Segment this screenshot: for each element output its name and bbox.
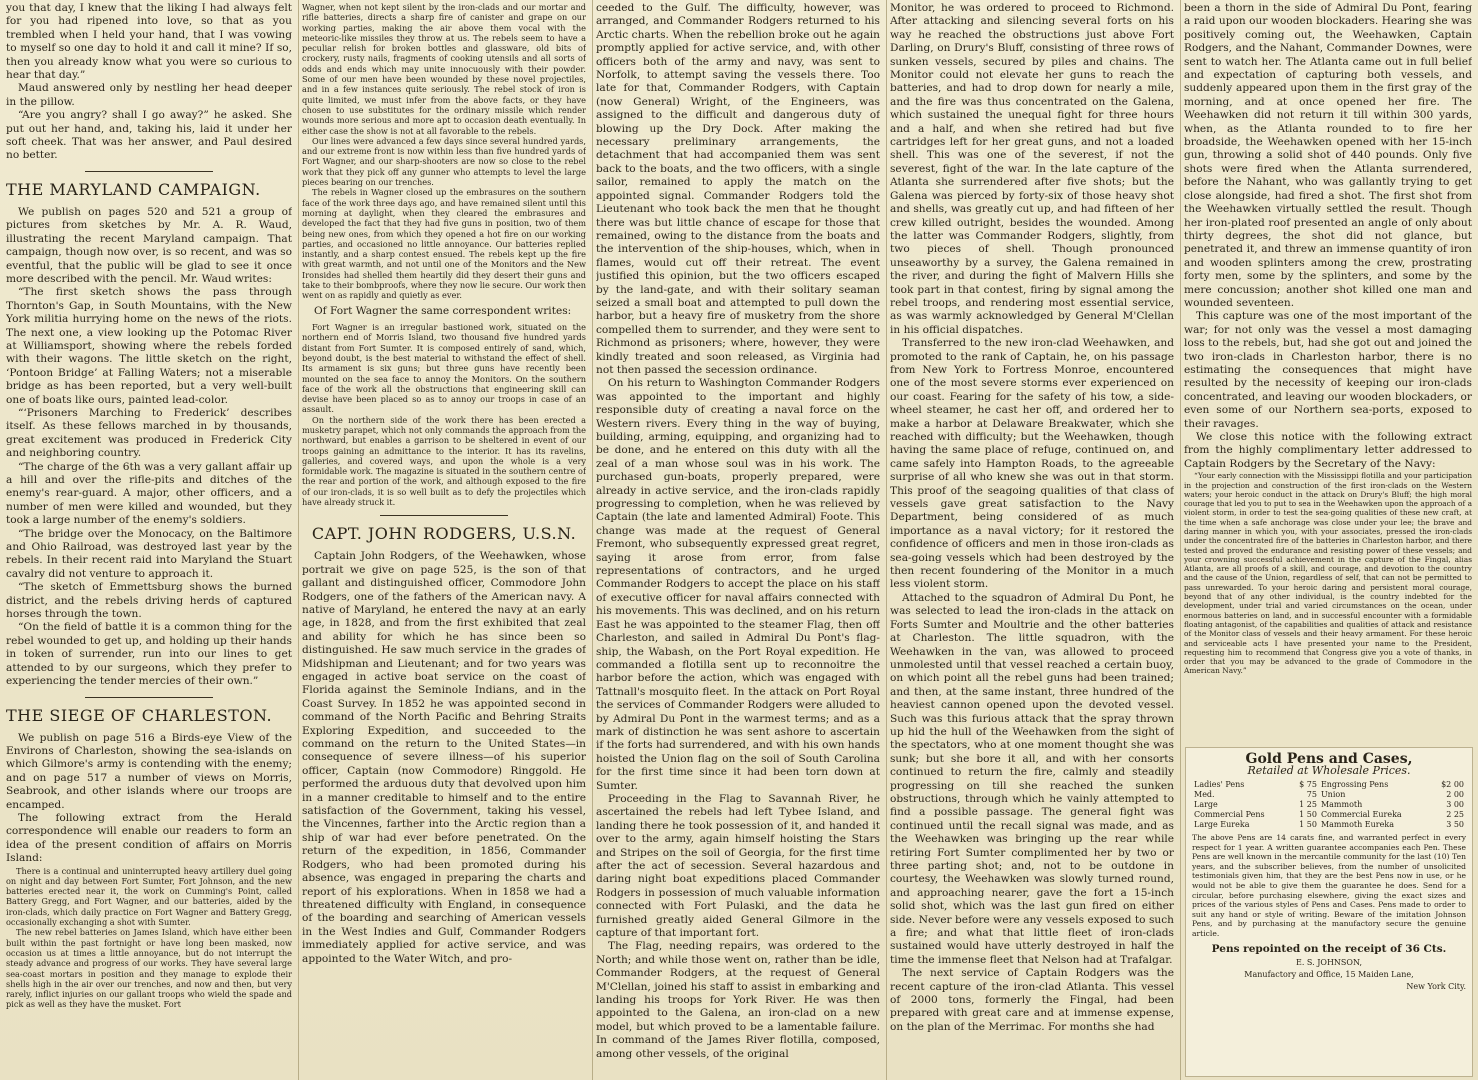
article-paragraph: This capture was one of the most important of the war; for not only was the vessel a most damaging loss to the rebels, but, had she got out and joined the two iron-clads in Charleston harbor, there is no estimating the consequences that might have resulted by the necessity of keeping our iron-clads concentrated, and leaving our wooden blockaders, or even some of our Northern sea-ports, exposed to their ravages. (1184, 310, 1472, 430)
column-divider (1180, 0, 1181, 1080)
siege-of-charleston-heading: THE SIEGE OF CHARLESTON. (6, 705, 273, 725)
column-1 (6, 2, 292, 1078)
pen-price: 2 25 (1446, 810, 1464, 819)
article-paragraph: “‘Prisoners Marching to Frederick’ describes itself. As these fellows marched in by thousands, great excitement was produced in Frederick City and neighboring country. (6, 406, 292, 460)
story-paragraph: you that day, I knew that the liking I had always felt for you had ripened into love, so that as you trembled when I held your hand, that I was vowing to myself so one day to hold it and call it mine? If so, then you already know what you were so curious to hear that day.” (6, 2, 292, 82)
price-row (1192, 800, 1466, 810)
ad-title: Gold Pens and Cases, (1245, 751, 1413, 767)
article-paragraph: We publish on pages 520 and 521 a group of pictures from sketches by Mr. A. R. Waud, illustrating the recent Maryland campaign. That campaign, though now over, is so recent, and was so eventful, that the public will be glad to see it once more described with the pencil. Mr. Waud writes: (6, 205, 292, 285)
herald-extract: There is a continual and uninterrupted heavy artillery duel going on night and day between Fort Sumter, Fort Johnson, and the new batteries erected near it, the work on Cumming's Point, called Battery Gregg, and Fort Wagner, and our batteries, aided by the iron-clads, which daily practice on Fort Wagner and Battery Gregg, occasionally exchanging a shot with Sumter. (6, 865, 292, 928)
article-paragraph: ceeded to the Gulf. The difficulty, however, was arranged, and Commander Rodgers returned to his Arctic charts. When the rebellion broke out he again promptly applied for active service, and, with other officers both of the army and navy, was sent to Norfolk, to attempt saving the vessels there. Too late for that, Commander Rodgers, with Captain (now General) Wright, of the Engineers, was assigned to the difficult and dangerous duty of blowing up the Dry Dock. After making the necessary preliminary arrangements, the detachment that had accompanied them was sent back to the boats, and the two officers, with a single sailor, remained to apply the match on the appointed signal. Commander Rodgers told the Lieutenant who took back the men that he thought there was but little chance of escape for those that remained, owing to the distance from the boats and the intervention of the ship-houses, which, when in flames, would cut off their retreat. The event justified this opinion, but the two officers escaped by the land-gate, and with their solitary seaman seized a small boat and attempted to pull down the harbor, but a heavy fire of musketry from the shore compelled them to surrender, and they were sent to Richmond as prisoners; where, however, they were kindly treated and soon released, as Virginia had not then passed the secession ordinance. (596, 2, 880, 376)
maryland-campaign-heading: THE MARYLAND CAMPAIGN. (6, 179, 261, 199)
pen-price: 3 00 (1446, 800, 1464, 809)
pen-name: Commercial Eureka (1320, 810, 1402, 819)
pen-name: Med. (1194, 790, 1215, 799)
article-paragraph: “The first sketch shows the pass through Thornton's Gap, in South Mountains, with the New York militia hurrying home on the news of the riots. The next one, a view looking up the Potomac River at Williamsport, showing where the rebels forded with their wagons. The little sketch on the right, ‘Pontoon Bridge’ at Falling Waters; not a miserable bridge as has been reported, but a very well-built one of boats like ours, painted lead-color. (6, 286, 292, 406)
price-row (1192, 810, 1466, 820)
pen-price: $2 00 (1441, 780, 1464, 789)
pen-name: Large Eureka (1194, 820, 1250, 829)
article-paragraph: The Flag, needing repairs, was ordered to the North; and while those went on, rather than be idle, Commander Rodgers, at the request of General M'Clellan, joined his staff to assist in embarking and landing his troops for York River. He was then appointed to the Galena, an iron-clad on a new model, but which proved to be a lamentable failure. In command of the James River flotilla, composed, among other vessels, of the original (596, 940, 880, 1060)
article-paragraph: The next service of Captain Rodgers was the recent capture of the iron-clad Atlanta. This vessel of 2000 tons, formerly the Fingal, had been prepared with great care and at immense expense, on the plan of the Merrimac. For months she had (890, 967, 1174, 1033)
herald-extract: The new rebel batteries on James Island, which have either been built within the past fortnight or have long been masked, now occasion us at times a little annoyance, but do not interrupt the steady advance and progress of our works. They have several large sea-coast mortars in position and they manage to explode their shells high in the air over our trenches, and now and then, but very rarely, inflict injuries on our gallant troops who wield the spade and pick as well as they have the musket. Fort (6, 927, 292, 1010)
pen-name: Commercial Pens (1194, 810, 1265, 819)
article-paragraph: We close this notice with the following extract from the highly complimentary letter addressed to Captain Rodgers by the Secretary of the Navy: (1184, 431, 1472, 470)
pen-name: Engrossing Pens (1320, 780, 1389, 789)
article-paragraph: Transferred to the new iron-clad Weehawken, and promoted to the rank of Captain, he, on his passage from New York to Fortress Monroe, encountered one of the most severe storms ever experienced on our coast. Fearing for the safety of his tow, a side-wheel steamer, he cast her off, and ordered her to make a harbor at Delaware Breakwater, which she reached with difficulty; but the Weehawken, though having the same place of refuge, continued on, and came safely into Hampton Roads, to the agreeable surprise of all who knew she was out in that storm. This proof of the seagoing qualities of that class of vessels gave great satisfaction to the Navy Department, being considered of as much importance as a naval victory; for it restored the confidence of officers and men in those iron-clads as sea-going vessels which had been destroyed by the then recent foundering of the Monitor in a much less violent storm. (890, 337, 1174, 591)
article-paragraph: “The charge of the 6th was a very gallant affair up a hill and over the rifle-pits and ditches of the enemy's rear-guard. A major, other officers, and a number of men were killed and wounded, but they took a large number of the enemy's soldiers. (6, 460, 292, 527)
rodgers-heading: CAPT. JOHN RODGERS, U.S.N. (311, 524, 577, 544)
ad-repoint-offer: Pens repointed on the receipt of 36 Cts. (1211, 942, 1447, 955)
pen-name: Ladies' Pens (1194, 780, 1245, 789)
pen-name: Union (1320, 790, 1346, 799)
column-2 (302, 2, 586, 1078)
price-table (1192, 780, 1466, 830)
secretary-letter: “Your early connection with the Mississippi flotilla and your participation in the projection and construction of the first iron-clads on the Western waters; your heroic conduct in the attack on Drury's Bluff; the high moral courage that led you to put to sea in the Weehawken upon the approach of a violent storm, in order to test the sea-going qualities of these new craft, at the time when a safe anchorage was close under your lee; the brave and daring manner in which you, with your associates, pressed the iron-clads under the concentrated fire of the batteries in Charleston harbor, and there tested and proved the endurance and resisting power of these vessels; and your crowning successful achievement in the capture of the Fingal, alias Atlanta, are all proofs of a skill, and courage, and devotion to the country and the cause of the Union, regardless of self, that can not be permitted to pass unrewarded. To your heroic daring and persistent moral courage, beyond that of any other individual, is the country indebted for the development, under trial and varied circumstances on the ocean, under enormous batteries on land, and in successful encounter with a formidable floating antagonist, of the capabilities and qualities of attack and resistance of the Monitor class of vessels and their heavy armament. For these heroic and serviceable acts I have presented your name to the President, requesting him to recommend that Congress give you a vote of thanks, in order that you may be advanced to the grade of Commodore in the American Navy.” (1184, 471, 1472, 676)
pen-price: 1 50 (1299, 810, 1317, 819)
herald-extract: Wagner, when not kept silent by the iron-clads and our mortar and rifle batteries, directs a sharp fire of canister and grape on our working parties, making the air above them vocal with the meteoric-like missiles they throw at us. The rebels seem to have a peculiar relish for broken bottles and glassware, old bits of crockery, rusty nails, fragments of cooking utensils and all sorts of odds and ends which may unite innocuously with their powder. Some of our men have been wounded by these novel projectiles, and in a few instances quite seriously. The rebel stock of iron is quite limited, we must infer from the above facts, or they have chosen to use substitutes for the ordinary missile which render wounds more serious and more apt to occasion death eventually. In either case the show is not at all favorable to the rebels. (302, 2, 586, 136)
section-rule (85, 697, 214, 698)
herald-extract: The rebels in Wagner closed up the embrasures on the southern face of the work three days ago, and have remained silent until this morning at daylight, when they cleared the embrasures and developed the fact that they had five guns in position, two of them being new ones, from which they opened a hot fire on our working parties, and occasioned no little annoyance. Our batteries replied instantly, and a sharp contest ensued. The rebels kept up the fire with great warmth, and not until one of the Monitors and the New Ironsides had shelled them heartily did they desert their guns and take to their bombproofs, where they now lie secure. Our work then went on as rapidly and quietly as ever. (302, 187, 586, 301)
column-3 (596, 2, 880, 1078)
article-paragraph: Attached to the squadron of Admiral Du Pont, he was selected to lead the iron-clads in the attack on Forts Sumter and Moultrie and the other batteries at Charleston. The little squadron, with the Weehawken in the van, was allowed to proceed unmolested until that vessel reached a certain buoy, on which point all the rebel guns had been trained; and then, at the same instant, three hundred of the heaviest cannon opened upon the devoted vessel. Such was this furious attack that the spray thrown up hid the hull of the Weehawken from the sight of the spectators, who at one moment thought she was sunk; but she bore it all, and with her consorts continued to return the fire, calmly and steadily progressing on till she reached the sunken obstructions, through which he vainly attempted to find a possible passage. The general fight was continued until the recall signal was made, and as the Weehawken was bringing up the rear while retiring Fort Sumter complimented her by two or three parting shot; and, not to be outdone in courtesy, the Weehawken was slowly turned round, and approaching nearer, gave the fort a 15-inch solid shot, which was the last gun fired on either side. Never before were any vessels exposed to such a fire; and what that little fleet of iron-clads sustained would have utterly destroyed in half the time the immense fleet that Nelson had at Trafalgar. (890, 591, 1174, 966)
story-paragraph: “Are you angry? shall I go away?” he asked. She put out her hand, and, taking his, laid it under her soft cheek. That was her answer, and Paul desired no better. (6, 109, 292, 162)
pen-price: 1 50 (1299, 820, 1317, 829)
fort-wagner-extract: Fort Wagner is an irregular bastioned work, situated on the northern end of Morris Island, two thousand five hundred yards distant from Fort Sumter. It is composed entirely of sand, which, beyond doubt, is the best material to withstand the effect of shell. Its armament is six guns; but three guns have recently been mounted on the sea face to annoy the Monitors. On the southern face of the work all the obstructions that engineering skill can devise have been placed so as to annoy our troops in case of an assault. (302, 322, 586, 415)
ad-merchant-address: Manufactory and Office, 15 Maiden Lane, (1244, 969, 1414, 979)
ad-subtitle: Retailed at Wholesale Prices. (1247, 764, 1411, 777)
pen-price: 2 00 (1446, 790, 1464, 799)
column-5 (1184, 2, 1472, 744)
column-divider (592, 0, 593, 1080)
article-paragraph: Captain John Rodgers, of the Weehawken, whose portrait we give on page 525, is the son of that gallant and distinguished officer, Commodore John Rodgers, one of the fathers of the American navy. A native of Maryland, he entered the navy at an early age, in 1828, and from the first exhibited that zeal and ability for which he has since been so distinguished. He saw much service in the grades of Midshipman and Lieutenant; and for two years was engaged in active boat service on the coast of Florida against the Seminole Indians, and in the Coast Survey. In 1852 he was appointed second in command of the North Pacific and Behring Straits Exploring Expedition, and succeeded to the command on the return to the United States—in consequence of severe illness—of his superior officer, Captain (now Commodore) Ringgold. He performed the arduous duty that devolved upon him in a manner creditable to himself and to the entire satisfaction of the Government, taking his vessel, the Vincennes, farther into the Arctic region than a ship of war had ever before penetrated. On the return of the expedition, in 1856, Commander Rodgers, who had been promoted during his absence, was engaged in preparing the charts and report of his explorations. When in 1858 we had a threatened difficulty with England, in consequence of the boarding and searching of American vessels in the West Indies and Gulf, Commander Rodgers immediately applied for active service, and was appointed to the Water Witch, and pro- (302, 550, 586, 965)
article-paragraph: “The sketch of Emmettsburg shows the burned district, and the rebels driving herds of captured horses through the town. (6, 581, 292, 621)
pen-price: 75 (1306, 790, 1317, 799)
pen-price: 1 25 (1299, 800, 1317, 809)
column-4 (890, 2, 1174, 1078)
ad-merchant-city: New York City. (1406, 981, 1466, 991)
pen-name: Mammoth (1320, 800, 1363, 809)
section-rule (85, 171, 214, 172)
gold-pens-advertisement (1185, 747, 1473, 1077)
article-paragraph: Of Fort Wagner the same correspondent writes: (314, 304, 572, 317)
pen-price: $ 75 (1299, 780, 1317, 789)
fort-wagner-extract: On the northern side of the work there has been erected a musketry parapet, which not only commands the approach from the northward, but enables a garrison to be sheltered in event of our troops gaining an admittance to the interior. It has its ravelins, galleries, and covered ways, and upon the whole is a very formidable work. The magazine is situated in the southern centre of the rear and portion of the work, and although exposed to the fire of our iron-clads, it is so well built as to defy the projectiles which have already struck it. (302, 414, 586, 508)
price-row (1192, 780, 1466, 790)
article-paragraph: On his return to Washington Commander Rodgers was appointed to the important and highly responsible duty of creating a naval force on the Western rivers. Every thing in the way of buying, building, arming, equipping, and organizing had to be done, and he entered on this duty with all the zeal of a man whose soul was in his work. The purchased gun-boats, properly prepared, were already in active service, and the iron-clads rapidly progressing to completion, when he was relieved by Captain (the late and lamented Admiral) Foote. This change was made at the request of General Fremont, who subsequently expressed great regret, saying it arose from error, from false representations of contractors, and he urged Commander Rodgers to accept the place on his staff of executive officer for naval affairs connected with his movements. This was declined, and on his return East he was appointed to the steamer Flag, then off Charleston, and sailed in Admiral Du Pont's flag-ship, the Wabash, on the Port Royal expedition. He commanded a flotilla sent up to reconnoitre the harbor before the action, which was engaged with Tattnall's mosquito fleet. In the attack on Port Royal the services of Commander Rodgers were alluded to by Admiral Du Pont in the warmest terms; and as a mark of distinction he was sent ashore to ascertain if the forts had surrendered, and with his own hands hoisted the Union flag on the soil of South Carolina for the first time since it had been torn down at Sumter. (596, 377, 880, 792)
column-divider (298, 0, 299, 1080)
price-row (1192, 790, 1466, 800)
pen-name: Large (1194, 800, 1218, 809)
story-paragraph: Maud answered only by nestling her head deeper in the pillow. (6, 82, 292, 108)
column-divider (886, 0, 887, 1080)
article-paragraph: been a thorn in the side of Admiral Du Pont, fearing a raid upon our wooden blockaders. Hearing she was positively coming out, the Weehawken, Captain Rodgers, and the Nahant, Commander Downes, were sent to watch her. The Atlanta came out in full belief and expectation of capturing both vessels, and suddenly appeared upon them in the first gray of the morning, and at once opened her fire. The Weehawken did not return it till within 300 yards, when, as the Atlanta rounded to to fire her broadside, the Weehawken opened with her 15-inch gun, throwing a solid shot of 440 pounds. Only five shots were fired when the Atlanta surrendered, before the Nahant, who was gallantly trying to get close alongside, had fired a shot. The first shot from the Weehawken virtually settled the result. Though her iron-plated roof presented an angle of only about thirty degrees, the shot did not glance, but penetrated it, and threw an immense quantity of iron and wooden splinters among the crew, prostrating forty men, some by the splinters, and some by the mere concussion; another shot killed one man and wounded seventeen. (1184, 2, 1472, 309)
ad-merchant-name: E. S. JOHNSON, (1295, 957, 1363, 967)
pen-name: Mammoth Eureka (1320, 820, 1394, 829)
section-rule (380, 515, 508, 516)
pen-price: 3 50 (1446, 820, 1464, 829)
price-row (1192, 820, 1466, 830)
herald-extract: Our lines were advanced a few days since several hundred yards, and our extreme front is now within less than five hundred yards of Fort Wagner, and our sharp-shooters are now so close to the rebel work that they pick off any gunner who attempts to level the large pieces bearing on our trenches. (302, 135, 586, 188)
article-paragraph: The following extract from the Herald correspondence will enable our readers to form an idea of the present condition of affairs on Morris Island: (6, 811, 292, 865)
article-paragraph: We publish on page 516 a Birds-eye View of the Environs of Charleston, showing the sea-islands on which Gilmore's army is contending with the enemy; and on page 517 a number of views on Morris, Seabrook, and other islands where our troops are encamped. (6, 731, 292, 811)
article-paragraph: Monitor, he was ordered to proceed to Richmond. After attacking and silencing several forts on his way he reached the obstructions just above Fort Darling, on Drury's Bluff, consisting of three rows of sunken vessels, secured by piles and chains. The Monitor could not elevate her guns to reach the batteries, and had to drop down for nearly a mile, and the fire was thus concentrated on the Galena, which sustained the unequal fight for three hours and a half, and when she retired had but five cartridges left for her great guns, and not a loaded shell. This was one of the severest, if not the severest, fight of the war. In the late capture of the Atlanta she surrendered after five shots; but the Galena was pierced by forty-six of those heavy shot and shells, was greatly cut up, and had fifteen of her crew killed outright, besides the wounded. Among the latter was Commander Rodgers, slightly, from two pieces of shell. Though pronounced unseaworthy by a survey, the Galena remained in the river, and during the fight of Malvern Hills she took part in that contest, firing by signal among the rebel troops, and rendering most essential service, as was warmly acknowledged by General M'Clellan in his official dispatches. (890, 2, 1174, 336)
ad-body: The above Pens are 14 carats fine, and warranted perfect in every respect for 1 year. A written guarantee accompanies each Pen. These Pens are well known in the mercantile community for the last (10) Ten years, and the subscriber believes, from the number of unsolicited testimonials given him, that they are the best Pens now in use, or he would not be able to give them the guarantee he does. Send for a circular, before purchasing elsewhere, giving the exact sizes and prices of the various styles of Pens and Cases. Pens made to order to suit any hand or style of writing. Beware of the imitation Johnson Pens, and by purchasing at the manufactory secure the genuine article. (1192, 833, 1466, 938)
article-paragraph: Proceeding in the Flag to Savannah River, he ascertained the rebels had left Tybee Island, and landing there he took possession of it, and handed it over to the army, again himself hoisting the Stars and Stripes on the soil of Georgia, for the first time after the act of secession. Several hazardous and daring night boat expeditions placed Commander Rodgers in possession of much valuable information connected with Fort Pulaski, and the data he furnished greatly aided General Gilmore in the capture of that important fort. (596, 792, 880, 940)
article-paragraph: “On the field of battle it is a common thing for the rebel wounded to get up, and holding up their hands in token of surrender, run into our lines to get attended to by our surgeons, which they prefer to experiencing the tender mercies of their own.” (6, 621, 292, 688)
article-paragraph: “The bridge over the Monocacy, on the Baltimore and Ohio Railroad, was destroyed last year by the rebels. In their recent raid into Maryland the Stuart cavalry did not venture to approach it. (6, 527, 292, 580)
